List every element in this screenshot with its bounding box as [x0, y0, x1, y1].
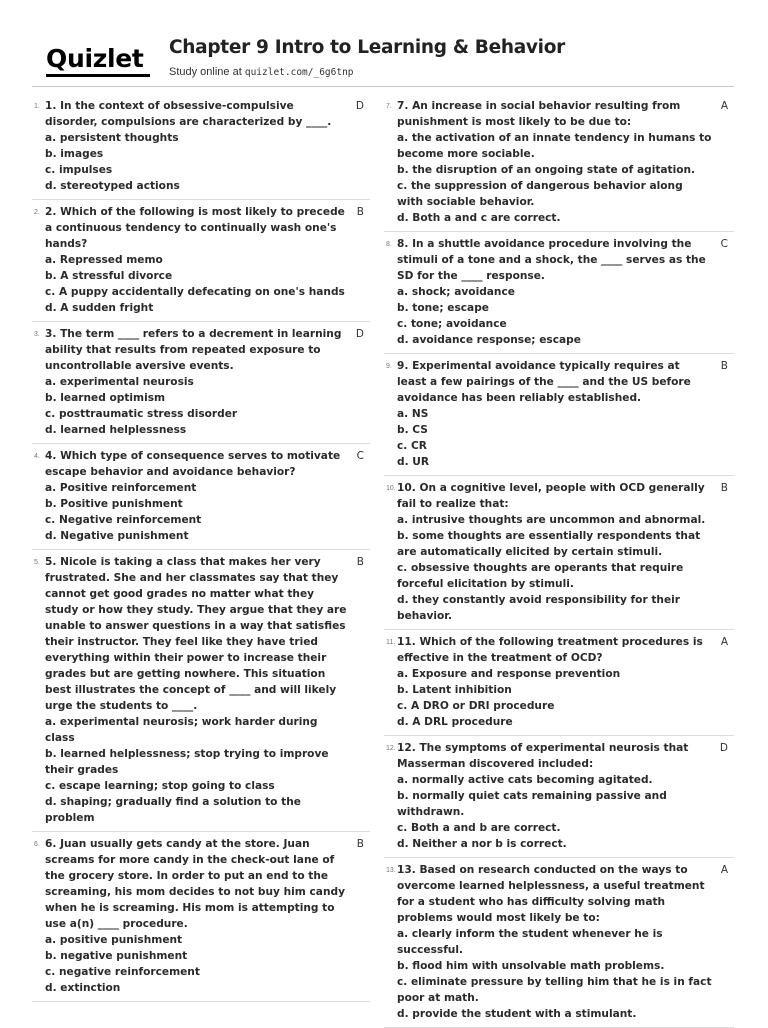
question-item [384, 630, 734, 736]
answer-option: a. Positive reinforcement [45, 482, 197, 494]
correct-answer: B [720, 482, 728, 494]
question-stem: 10. On a cognitive level, people with OCD generally fail to realize that: [397, 482, 705, 510]
question-number: 5. [34, 559, 40, 566]
answer-option: d. Negative punishment [45, 530, 189, 542]
correct-answer: A [720, 636, 728, 648]
question-number: 12. [386, 745, 396, 752]
question-number: 8. [386, 241, 392, 248]
answer-option: c. A puppy accidentally defecating on one's hands [45, 286, 345, 298]
answer-option: b. the disruption of an ongoing state of agitation. [397, 164, 696, 176]
header-divider [32, 86, 734, 87]
answer-option: a. shock; avoidance [397, 286, 515, 298]
question-number: 10. [386, 485, 396, 492]
question-stem: 13. Based on research conducted on the ways to overcome learned helplessness, a useful treatment for a student who has difficulty solving math problems would most likely be to: [397, 864, 705, 924]
question-number: 13. [386, 867, 396, 874]
answer-option: b. learned optimism [45, 392, 166, 404]
question-stem: 1. In the context of obsessive-compulsive disorder, compulsions are characterized by ____. [45, 100, 332, 128]
question-stem: 11. Which of the following treatment procedures is effective in the treatment of OCD? [397, 636, 703, 664]
question-number: 4. [34, 453, 40, 460]
answer-option: d. provide the student with a stimulant. [397, 1008, 637, 1020]
answer-option: a. persistent thoughts [45, 132, 179, 144]
answer-option: c. obsessive thoughts are operants that require forceful elicitation by stimuli. [397, 562, 684, 590]
question-item [384, 94, 734, 232]
answer-option: d. extinction [45, 982, 121, 994]
question-stem: 2. Which of the following is most likely to precede a continuous tendency to continually wash one's hands? [45, 206, 345, 250]
answer-option: a. clearly inform the student whenever he is successful. [397, 928, 663, 956]
question-item [32, 444, 370, 550]
answer-option: c. eliminate pressure by telling him that he is in fact poor at math. [397, 976, 712, 1004]
question-stem: 7. An increase in social behavior resulting from punishment is most likely to be due to: [397, 100, 681, 128]
question-item [384, 476, 734, 630]
correct-answer: D [355, 328, 364, 340]
logo-underline [46, 74, 150, 77]
answer-option: b. flood him with unsolvable math problems. [397, 960, 665, 972]
correct-answer: D [719, 742, 728, 754]
correct-answer: B [356, 838, 364, 850]
answer-option: a. Repressed memo [45, 254, 163, 266]
correct-answer: B [720, 360, 728, 372]
answer-option: a. experimental neurosis [45, 376, 194, 388]
question-column-left [32, 94, 370, 1002]
correct-answer: B [356, 206, 364, 218]
answer-option: b. tone; escape [397, 302, 489, 314]
answer-option: d. they constantly avoid responsibility for their behavior. [397, 594, 681, 622]
answer-option: d. Both a and c are correct. [397, 212, 561, 224]
answer-option: d. UR [397, 456, 430, 468]
answer-option: d. Neither a nor b is correct. [397, 838, 567, 850]
answer-option: c. A DRO or DRI procedure [397, 700, 555, 712]
correct-answer: C [356, 450, 364, 462]
correct-answer: B [356, 556, 364, 568]
answer-option: a. normally active cats becoming agitated. [397, 774, 653, 786]
answer-option: d. A sudden fright [45, 302, 154, 314]
correct-answer: C [720, 238, 728, 250]
answer-option: c. escape learning; stop going to class [45, 780, 275, 792]
question-number: 9. [386, 363, 392, 370]
correct-answer: D [355, 100, 364, 112]
question-item [32, 94, 370, 200]
answer-option: d. stereotyped actions [45, 180, 180, 192]
question-item [384, 232, 734, 354]
answer-option: a. NS [397, 408, 429, 420]
answer-option: a. experimental neurosis; work harder during class [45, 716, 318, 744]
question-stem: 12. The symptoms of experimental neurosis that Masserman discovered included: [397, 742, 689, 770]
correct-answer: A [720, 864, 728, 876]
answer-option: b. CS [397, 424, 428, 436]
question-column-right [384, 94, 734, 1028]
answer-option: b. images [45, 148, 104, 160]
question-item [32, 832, 370, 1002]
page-title: Chapter 9 Intro to Learning & Behavior [169, 37, 565, 58]
question-number: 3. [34, 331, 40, 338]
answer-option: c. negative reinforcement [45, 966, 200, 978]
answer-option: b. learned helplessness; stop trying to improve their grades [45, 748, 329, 776]
correct-answer: A [720, 100, 728, 112]
study-url-link[interactable]: quizlet.com/_6g6tnp [244, 67, 354, 78]
answer-option: b. normally quiet cats remaining passive and withdrawn. [397, 790, 667, 818]
answer-option: c. CR [397, 440, 427, 452]
answer-option: c. Both a and b are correct. [397, 822, 561, 834]
question-number: 7. [386, 103, 392, 110]
subtitle [169, 66, 354, 78]
question-item [384, 354, 734, 476]
question-stem: 6. Juan usually gets candy at the store. Juan screams for more candy in the check-out lane of the grocery store. In order to put an end to the screaming, his mom decides to not buy him candy when he is screaming. His mom is attempting to use a(n) ____ procedure. [45, 838, 345, 930]
answer-option: c. the suppression of dangerous behavior along with sociable behavior. [397, 180, 683, 208]
question-number: 1. [34, 103, 40, 110]
subtitle-prefix: Study online at [169, 66, 242, 78]
answer-option: a. the activation of an innate tendency in humans to become more sociable. [397, 132, 712, 160]
answer-option: d. A DRL procedure [397, 716, 513, 728]
question-item [32, 550, 370, 832]
answer-option: d. shaping; gradually find a solution to the problem [45, 796, 301, 824]
quizlet-logo: Quizlet [46, 44, 144, 73]
answer-option: a. Exposure and response prevention [397, 668, 621, 680]
answer-option: a. positive punishment [45, 934, 183, 946]
question-stem: 9. Experimental avoidance typically requires at least a few pairings of the ____ and the US before avoidance has been reliably established. [397, 360, 691, 404]
question-stem: 8. In a shuttle avoidance procedure involving the stimuli of a tone and a shock, the ____ serves as the SD for the ____ response. [397, 238, 706, 282]
answer-option: b. A stressful divorce [45, 270, 173, 282]
question-stem: 4. Which type of consequence serves to motivate escape behavior and avoidance behavior? [45, 450, 341, 478]
question-number: 2. [34, 209, 40, 216]
question-number: 11. [386, 639, 396, 646]
page-header [44, 34, 734, 86]
answer-option: a. intrusive thoughts are uncommon and abnormal. [397, 514, 706, 526]
answer-option: b. some thoughts are essentially respondents that are automatically elicited by certain stimuli. [397, 530, 701, 558]
question-stem: 3. The term ____ refers to a decrement in learning ability that results from repeated exposure to uncontrollable aversive events. [45, 328, 342, 372]
answer-option: d. avoidance response; escape [397, 334, 581, 346]
question-item [384, 858, 734, 1028]
answer-option: c. posttraumatic stress disorder [45, 408, 238, 420]
answer-option: c. impulses [45, 164, 113, 176]
question-item [384, 736, 734, 858]
answer-option: b. Latent inhibition [397, 684, 512, 696]
answer-option: b. negative punishment [45, 950, 188, 962]
answer-option: b. Positive punishment [45, 498, 183, 510]
question-item [32, 322, 370, 444]
answer-option: c. Negative reinforcement [45, 514, 202, 526]
answer-option: d. learned helplessness [45, 424, 187, 436]
question-number: 6. [34, 841, 40, 848]
question-item [32, 200, 370, 322]
question-stem: 5. Nicole is taking a class that makes her very frustrated. She and her classmates say that they cannot get good grades no matter what they study or how they study. They argue that they are unable to answer questions in a way that satisfies their instructor. They feel like they have tried everything within their power to increase their grades but are getting nowhere. This situation best illustrates the concept of ____ and will likely urge the students to ____. [45, 556, 347, 712]
answer-option: c. tone; avoidance [397, 318, 507, 330]
